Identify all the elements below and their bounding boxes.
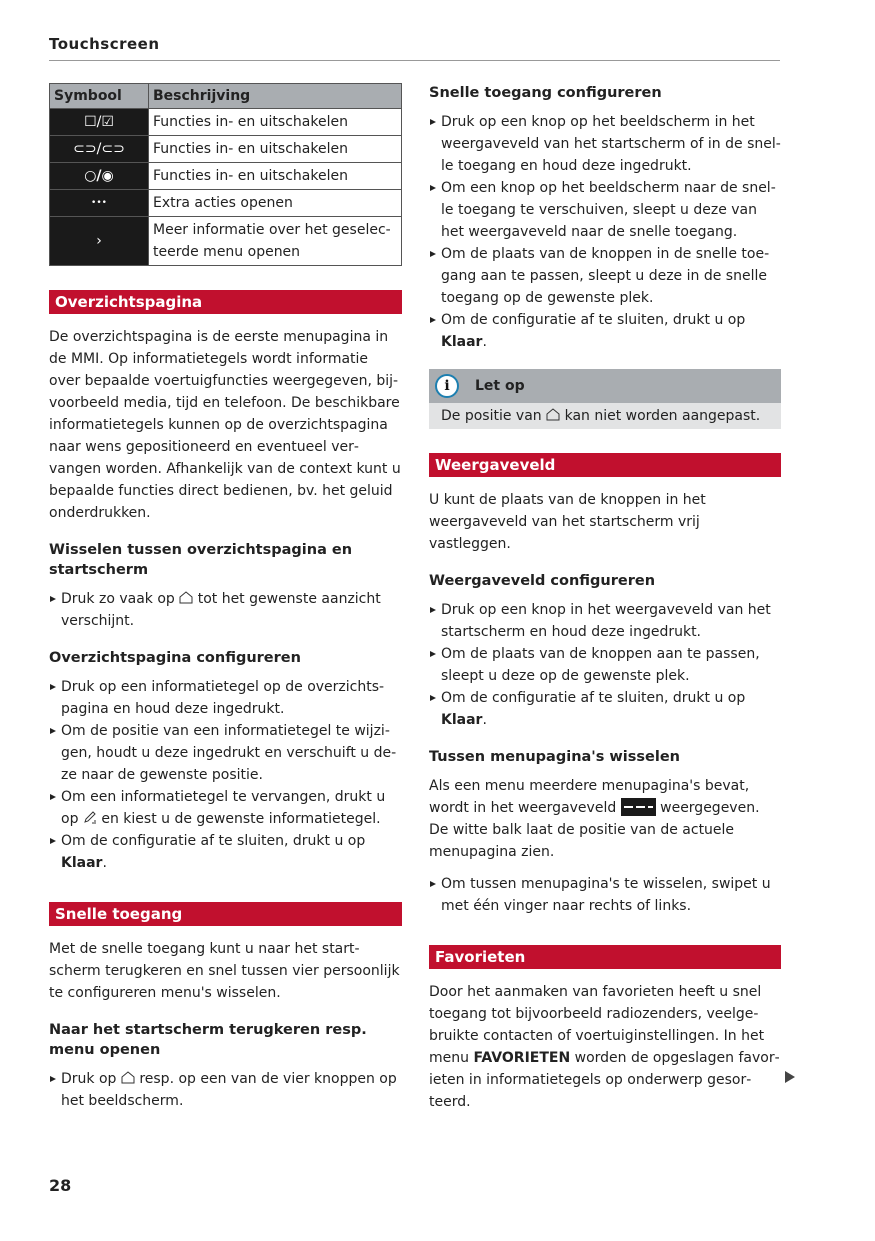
row-description: Functies in- en uitschakelen xyxy=(149,163,402,190)
heading: Weergaveveld configureren xyxy=(429,573,656,589)
row-description: Functies in- en uitschakelen xyxy=(149,136,402,163)
note-box xyxy=(429,369,781,429)
th-symbol: Symbool xyxy=(50,84,149,109)
running-header: Touchscreen xyxy=(49,35,160,53)
section-header: Overzichtspagina xyxy=(49,290,402,314)
list-item: Druk op een knop op het beeldscherm in het weergaveveld van het startscherm of in de snelle toegang en houd deze ingedrukt. xyxy=(429,111,781,177)
list-item: Om tussen menupagina's te wisselen, swipet u met één vinger naar rechts of links. xyxy=(429,873,781,917)
toggle-switch-icon: ⊂⊃/⊂⊃ xyxy=(50,136,149,163)
th-description: Beschrijving xyxy=(149,84,402,109)
radio-button-icon: ○/◉ xyxy=(50,163,149,190)
row-description: Meer informatie over het geselecteerde menu openen xyxy=(149,217,402,266)
row-description: Extra acties openen xyxy=(149,190,402,217)
note-title: Let op xyxy=(475,378,525,394)
list-item: Om de plaats van de knoppen aan te passen, sleept u deze op de gewenste plek. xyxy=(429,643,781,687)
table-row xyxy=(50,109,402,136)
list-item: Om een knop op het beeldscherm naar de snelle toegang te verschuiven, sleept u deze van het weergaveveld naar de snelle toegang. xyxy=(429,177,781,243)
list-item: Druk op een informatietegel op de overzichtspagina en houd deze ingedrukt. xyxy=(49,676,402,720)
paragraph: Door het aanmaken van favorieten heeft u snel toegang tot bijvoorbeeld radiozenders, veelgebruikte contacten of voertuiginstellingen. In het menu FAVORIETEN worden de opgeslagen favorieten in informatietegels op onderwerp gesorteerd. xyxy=(429,984,780,1110)
home-icon xyxy=(179,591,193,604)
list-item: Om de configuratie af te sluiten, drukt u op Klaar. xyxy=(429,687,781,731)
paragraph: Als een menu meerdere menupagina's bevat, wordt in het weergaveveld weergegeven. De witte balk laat de positie van de actuele menupagina zien. xyxy=(429,778,760,860)
section-header: Weergaveveld xyxy=(429,453,781,477)
symbol-table xyxy=(49,83,402,266)
heading: Snelle toegang configureren xyxy=(429,85,662,101)
list-item: Druk op een knop in het weergaveveld van het startscherm en houd deze ingedrukt. xyxy=(429,599,781,643)
section-header: Snelle toegang xyxy=(49,902,402,926)
chevron-right-icon: › xyxy=(50,217,149,266)
list-item: Druk op resp. op een van de vier knoppen op het beeldscherm. xyxy=(49,1068,402,1112)
heading: Overzichtspagina configureren xyxy=(49,650,301,666)
right-column xyxy=(429,83,781,1113)
checkbox-icon: ☐/☑ xyxy=(50,109,149,136)
edit-icon xyxy=(83,811,97,824)
list-item: Om de configuratie af te sluiten, drukt u op Klaar. xyxy=(49,830,402,874)
header-rule xyxy=(49,60,780,61)
heading: Naar het startscherm terugkeren resp. menu openen xyxy=(49,1022,367,1058)
page-number: 28 xyxy=(49,1176,72,1195)
table-row xyxy=(50,163,402,190)
table-row xyxy=(50,136,402,163)
note-text: De positie van kan niet worden aangepast. xyxy=(429,403,781,429)
left-column xyxy=(49,83,402,1112)
list-item: Om een informatietegel te vervangen, drukt u op en kiest u de gewenste informatietegel. xyxy=(49,786,402,830)
more-dots-icon: ••• xyxy=(50,190,149,217)
list-item: Druk zo vaak op tot het gewenste aanzicht verschijnt. xyxy=(49,588,402,632)
home-icon xyxy=(121,1071,135,1084)
table-row xyxy=(50,217,402,266)
list-item: Om de positie van een informatietegel te wijzigen, houdt u deze ingedrukt en verschuift u deze naar de gewenste positie. xyxy=(49,720,402,786)
list-item: Om de configuratie af te sluiten, drukt u op Klaar. xyxy=(429,309,781,353)
row-description: Functies in- en uitschakelen xyxy=(149,109,402,136)
page-indicator-icon xyxy=(621,798,656,816)
heading: Wisselen tussen overzichtspagina en startscherm xyxy=(49,542,353,578)
info-icon: i xyxy=(435,374,459,398)
list-item: Om de plaats van de knoppen in de snelle toegang aan te passen, sleept u deze in de snelle toegang op de gewenste plek. xyxy=(429,243,781,309)
paragraph: De overzichtspagina is de eerste menupagina in de MMI. Op informatietegels wordt informatie over bepaalde voertuigfuncties weergegeven, bijvoorbeeld media, tijd en telefoon. De beschikbare informatietegels kunnen op de overzichtspagina naar wens gepositioneerd en eventueel vervangen worden. Afhankelijk van de context kunt u bepaalde functies direct bedienen, bv. het geluid onderdrukken. xyxy=(49,329,401,521)
paragraph: Met de snelle toegang kunt u naar het startscherm terugkeren en snel tussen vier persoonlijk te configureren menu's wisselen. xyxy=(49,941,400,1001)
section-header: Favorieten xyxy=(429,945,781,969)
home-icon xyxy=(546,408,560,421)
table-row xyxy=(50,190,402,217)
paragraph: U kunt de plaats van de knoppen in het weergaveveld van het startscherm vrij vastleggen. xyxy=(429,492,706,552)
continue-arrow-icon xyxy=(785,1071,795,1083)
heading: Tussen menupagina's wisselen xyxy=(429,749,681,765)
